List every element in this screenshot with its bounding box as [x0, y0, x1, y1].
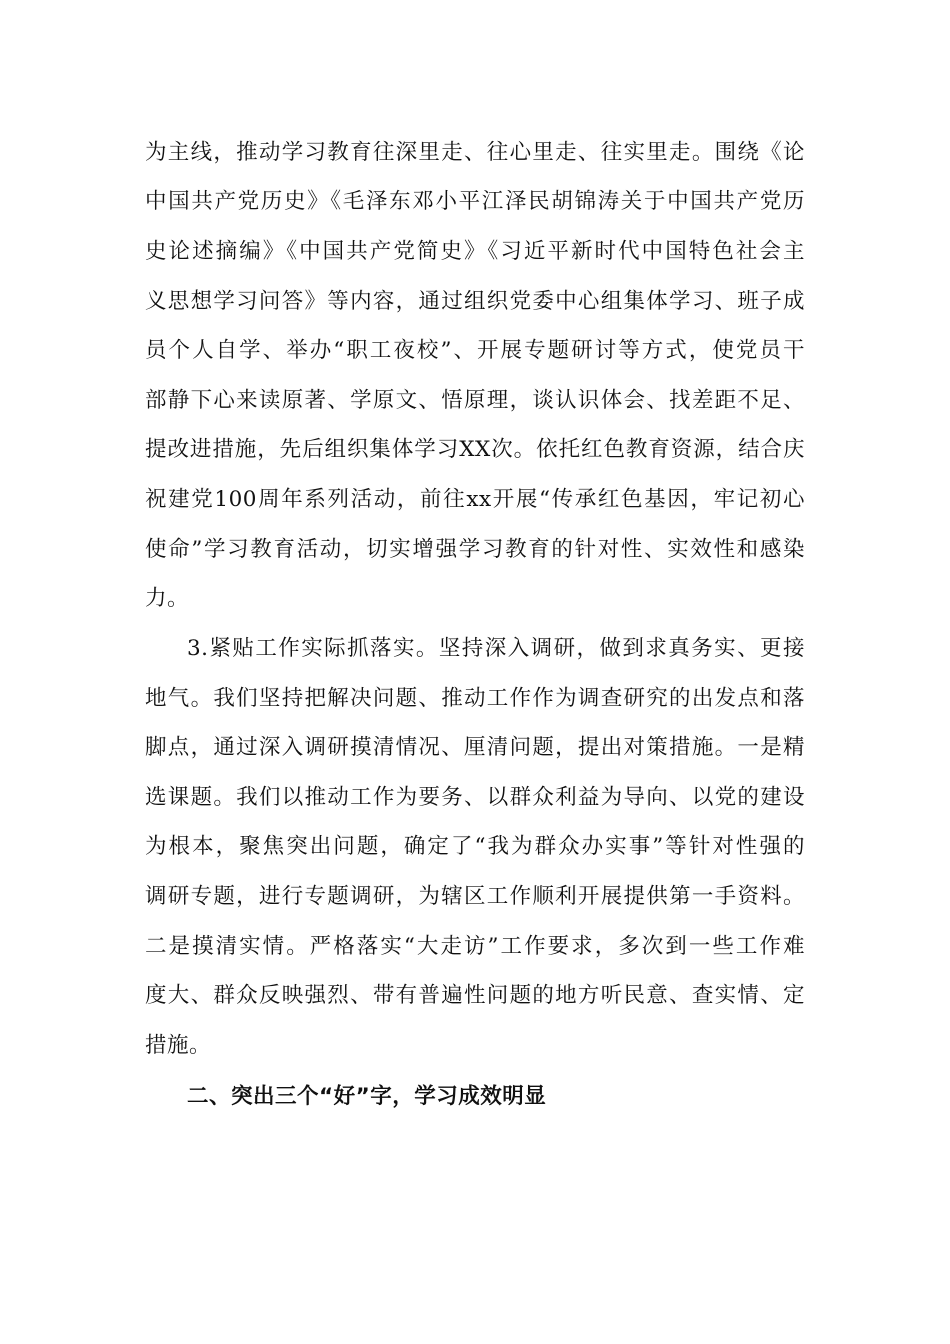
text-line: 义思想学习问答》等内容，通过组织党委中心组集体学习、班子成 [145, 289, 805, 314]
text-line: 提改进措施，先后组织集体学习XX次。依托红色教育资源，结合庆 [145, 437, 805, 462]
text-line: 为根本，聚焦突出问题，确定了“我为群众办实事”等针对性强的 [145, 834, 805, 859]
text-line: 使命”学习教育活动，切实增强学习教育的针对性、实效性和感染 [145, 537, 805, 562]
text-line: 力。 [145, 586, 190, 611]
text-line: 部静下心来读原著、学原文、悟原理，谈认识体会、找差距不足、 [145, 388, 805, 413]
text-line: 3.紧贴工作实际抓落实。坚持深入调研，做到求真务实、更接 [187, 636, 805, 661]
text-line: 二是摸清实情。严格落实“大走访”工作要求，多次到一些工作难 [145, 934, 805, 959]
text-line: 选课题。我们以推动工作为要务、以群众利益为导向、以党的建设 [145, 785, 805, 810]
text-line: 中国共产党历史》《毛泽东邓小平江泽民胡锦涛关于中国共产党历 [145, 189, 805, 214]
text-line: 为主线，推动学习教育往深里走、往心里走、往实里走。围绕《论 [145, 140, 805, 165]
text-line: 地气。我们坚持把解决问题、推动工作作为调查研究的出发点和落 [145, 686, 805, 711]
section-heading: 二、突出三个“好”字，学习成效明显 [187, 1084, 547, 1109]
text-line: 员个人自学、举办“职工夜校”、开展专题研讨等方式，使党员干 [145, 338, 805, 363]
text-line: 度大、群众反映强烈、带有普遍性问题的地方听民意、查实情、定 [145, 983, 805, 1008]
text-line: 脚点，通过深入调研摸清情况、厘清问题，提出对策措施。一是精 [145, 735, 805, 760]
text-line: 调研专题，进行专题调研，为辖区工作顺利开展提供第一手资料。 [145, 884, 805, 909]
text-line: 史论述摘编》《中国共产党简史》《习近平新时代中国特色社会主 [145, 239, 805, 264]
text-line: 祝建党100周年系列活动，前往xx开展“传承红色基因，牢记初心 [145, 487, 805, 512]
text-line: 措施。 [145, 1033, 212, 1058]
